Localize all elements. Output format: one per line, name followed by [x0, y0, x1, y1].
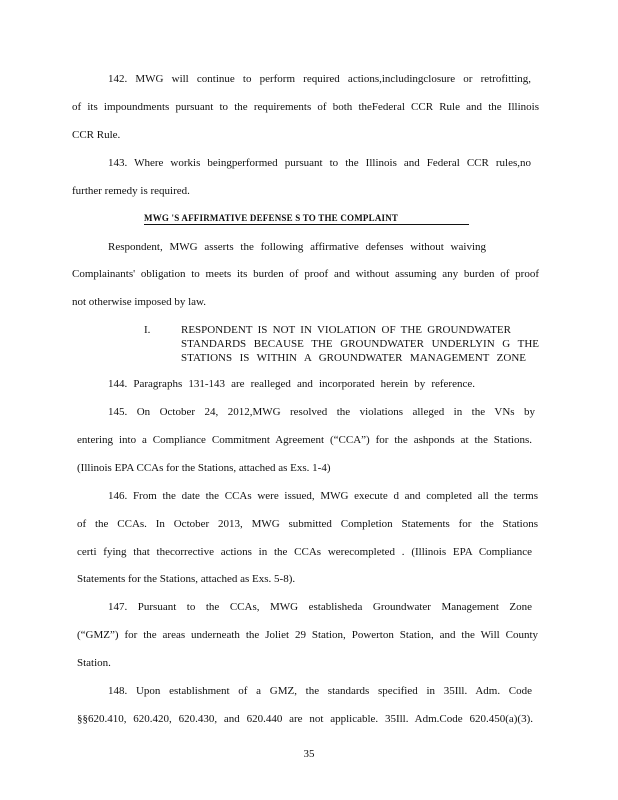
para-143-line-1: 143. Where workis beingperformed pursuant to the Illinois and Federal CCR rules,no — [108, 157, 531, 169]
intro-line-3: not otherwise imposed by law. — [72, 296, 207, 308]
para-146-line-1: 146. From the date the CCAs were issued, MWG execute d and completed all the terms — [108, 490, 538, 502]
para-142-line-3: CCR Rule. — [72, 129, 121, 141]
intro-line-2: Complainants' obligation to meets its burden of proof and without assuming any burden of proof — [72, 268, 539, 280]
para-147-line-3: Station. — [77, 657, 111, 669]
para-148-line-2: §§620.410, 620.420, 620.430, and 620.440 are not applicable. 35Ill. Adm.Code 620.450(a)(3). — [77, 713, 533, 725]
intro-line-1: Respondent, MWG asserts the following affirmative defenses without waiving — [108, 241, 486, 253]
para-147-line-2: (“GMZ”) for the areas underneath the Joliet 29 Station, Powerton Station, and the Will County — [77, 629, 538, 641]
para-146-line-2: of the CCAs. In October 2013, MWG submitted Completion Statements for the Stations — [77, 518, 538, 530]
para-146-line-4: Statements for the Stations, attached as Exs. 5-8). — [77, 573, 296, 585]
section-numeral: I. — [144, 324, 151, 336]
affirmative-defenses-heading: MWG 'S AFFIRMATIVE DEFENSE S TO THE COMPLAINT — [144, 212, 469, 225]
para-145-line-2: entering into a Compliance Commitment Agreement (“CCA”) for the ashponds at the Stations. — [77, 434, 532, 446]
para-146-line-3: certi fying that thecorrective actions in the CCAs werecompleted . (Illinois EPA Compliance — [77, 546, 532, 558]
section-title-line-3: STATIONS IS WITHIN A GROUNDWATER MANAGEMENT ZONE — [181, 352, 526, 364]
page-number: 35 — [303, 748, 315, 760]
para-144-line-1: 144. Paragraphs 131-143 are realleged and incorporated herein by reference. — [108, 378, 475, 390]
section-title-line-1: RESPONDENT IS NOT IN VIOLATION OF THE GROUNDWATER — [181, 324, 511, 336]
para-143-line-2: further remedy is required. — [72, 185, 190, 197]
para-147-line-1: 147. Pursuant to the CCAs, MWG establisheda Groundwater Management Zone — [108, 601, 532, 613]
para-145-line-1: 145. On October 24, 2012,MWG resolved the violations alleged in the VNs by — [108, 406, 535, 418]
para-148-line-1: 148. Upon establishment of a GMZ, the standards specified in 35Ill. Adm. Code — [108, 685, 532, 697]
section-title-line-2: STANDARDS BECAUSE THE GROUNDWATER UNDERLYIN G THE — [181, 338, 539, 350]
para-142-line-2: of its impoundments pursuant to the requirements of both theFederal CCR Rule and the Illinois — [72, 101, 539, 113]
para-142-line-1: 142. MWG will continue to perform required actions,includingclosure or retrofitting, — [108, 73, 531, 85]
para-145-line-3: (Illinois EPA CCAs for the Stations, attached as Exs. 1-4) — [77, 462, 331, 474]
